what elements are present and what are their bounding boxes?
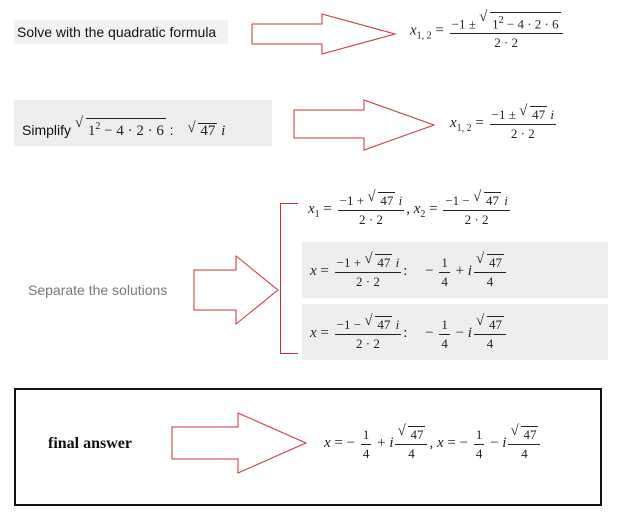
step2-radical: √ $1^2 - 4 \cdot 2 \cdot 6$: [75, 123, 170, 139]
x12-sub: 1, 2: [416, 30, 432, 42]
x12-sub-2: 1, 2: [456, 122, 472, 134]
bracket-top: [280, 203, 298, 204]
x1-fraction: $\frac{-1 + √ 47 i}{2 \cdot 2}$: [338, 192, 405, 227]
sol1-quarter-den: 4: [441, 273, 448, 289]
quadratic-numerator: −1 ± √ $1^2 - 4 \cdot 2 \cdot 6$: [450, 12, 563, 34]
step2-colon: :: [169, 122, 174, 138]
step1-formula: [410, 12, 565, 50]
bracket: [280, 203, 299, 353]
solution-minus: x = $\frac{-1 - √ 47 i}{2 \cdot 2}$ : − $\frac{1}{4}$ − i √ $\frac{47}{4}$: [310, 316, 508, 351]
x12-var: x: [410, 22, 417, 39]
sol2-x: x: [310, 324, 317, 341]
x2-denominator: 2 · 2: [464, 212, 489, 227]
solution-plus: x = $\frac{-1 + √ 47 i}{2 \cdot 2}$ : − $\frac{1}{4}$ + i √ $\frac{47}{4}$: [310, 254, 508, 289]
x2-var: x: [413, 200, 421, 217]
sol2-fraction: $\frac{-1 - √ 47 i}{2 \cdot 2}$: [335, 316, 402, 351]
quadratic-denominator: 2 · 2: [494, 35, 519, 51]
simplified-denominator: 2 · 2: [510, 126, 535, 141]
split-solutions: $x_1$ = $\frac{-1 + √ 47 i}{2 \cdot 2}$ , $x_2$ = $\frac{-1 - √ 47 i}{2 \cdot 2}$: [308, 192, 512, 227]
final-answer-formula: x = − $\frac{1}{4}$ + i √ $\frac{47}{4}$ , x = − $\frac{1}{4}$ − i √ $\frac{47}{4}$: [324, 426, 542, 461]
step2-arrow-icon: [292, 98, 442, 154]
x2-sub: 2: [420, 208, 426, 220]
step3-arrow-icon: [192, 254, 282, 326]
sol1-x: x: [310, 262, 317, 279]
step1-label: Solve with the quadratic formula: [17, 24, 217, 40]
bracket-bottom: [280, 353, 298, 354]
final-arrow-icon: [170, 411, 310, 475]
x12-var-2: x: [450, 114, 457, 131]
step1-arrow-icon: [250, 12, 400, 56]
sol1-quarter-num: 1: [439, 255, 450, 273]
step3-label: Separate the solutions: [28, 282, 168, 298]
sol2-denominator: 2 · 2: [355, 336, 380, 351]
x2-fraction: $\frac{-1 - √ 47 i}{2 \cdot 2}$: [443, 192, 510, 227]
simplified-numerator: −1 ± √ 47 i: [490, 106, 556, 125]
step2-label: [22, 118, 225, 140]
x1-sub: 1: [314, 208, 320, 220]
sol1-denominator: 2 · 2: [355, 274, 380, 289]
eq-sign: =: [435, 22, 444, 39]
x1-denominator: 2 · 2: [358, 212, 383, 227]
step2-label-text: Simplify: [22, 122, 72, 138]
step2-formula: [450, 106, 558, 141]
quadratic-fraction: [450, 12, 563, 50]
step2-result: √ 47 i: [187, 123, 225, 139]
sol1-fraction: $\frac{-1 + √ 47 i}{2 \cdot 2}$: [335, 254, 402, 289]
simplified-fraction: [490, 106, 556, 141]
final-answer-label: final answer: [48, 435, 132, 452]
eq-sign-2: =: [475, 114, 484, 131]
x1-var: x: [308, 200, 315, 217]
